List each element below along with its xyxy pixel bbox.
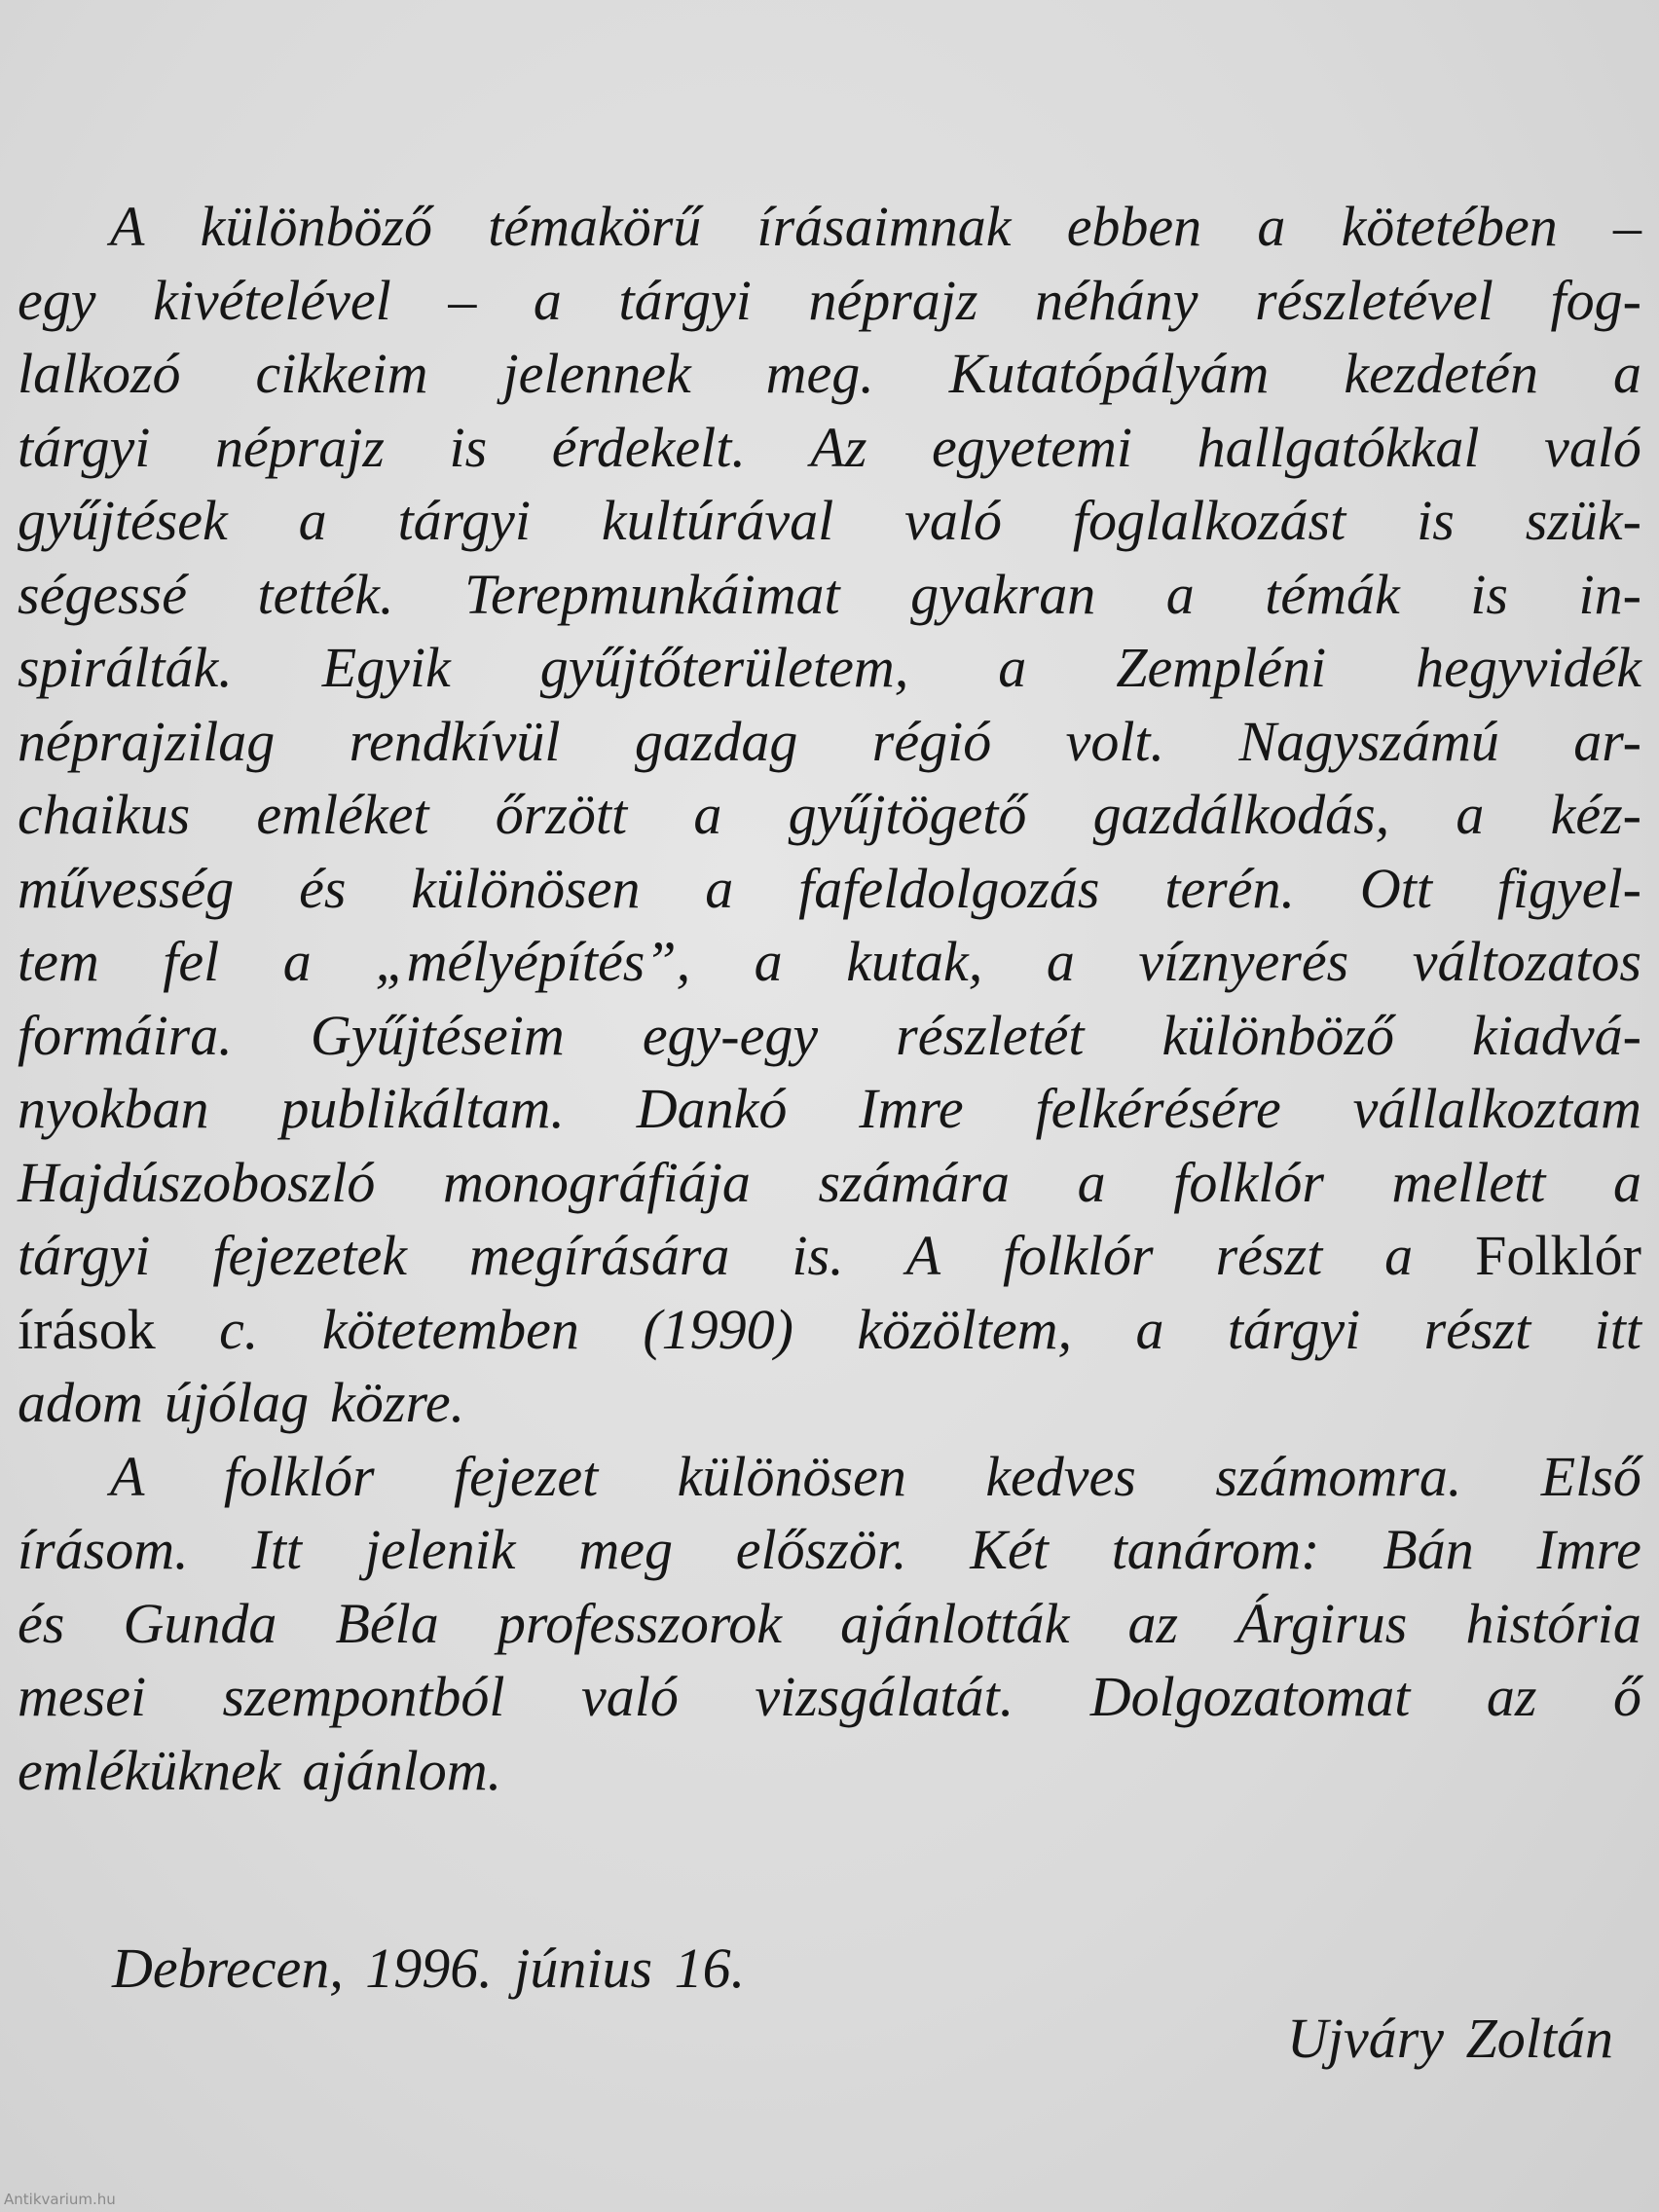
preface-text	[18, 190, 1641, 1807]
text-line: egy kivételével – a tárgyi néprajz néhány részletével fog-	[18, 268, 1641, 332]
text-line: tárgyi fejezetek megírására is. A folklór részt a Folklór	[18, 1224, 1641, 1287]
text-line: néprajzilag rendkívül gazdag régió volt. Nagyszámú ar-	[18, 709, 1641, 773]
text-line: tárgyi néprajz is érdekelt. Az egyetemi hallgatókkal való	[18, 415, 1641, 479]
text-line: A folklór fejezet különösen kedves számomra. Első	[110, 1444, 1641, 1508]
text-line: nyokban publikáltam. Dankó Imre felkérésére vállalkoztam	[18, 1077, 1641, 1140]
text-line: lalkozó cikkeim jelennek meg. Kutatópályám kezdetén a	[18, 342, 1641, 405]
text-line: írásom. Itt jelenik meg először. Két tanárom: Bán Imre	[18, 1518, 1641, 1581]
author-signature: Ujváry Zoltán	[1286, 2007, 1613, 2070]
text-line: Hajdúszoboszló monográfiája számára a folklór mellett a	[18, 1150, 1641, 1214]
text-line: emléküknek ajánlom.	[18, 1738, 502, 1802]
text-line: mesei szempontból való vizsgálatát. Dolgozatomat az ő	[18, 1665, 1641, 1728]
watermark: Antikvarium.hu	[4, 2191, 116, 2208]
text-line: és Gunda Béla professzorok ajánlották az Árgirus história	[18, 1591, 1641, 1655]
text-line: adom újólag közre.	[18, 1371, 465, 1434]
date-line: Debrecen, 1996. június 16.	[112, 1936, 746, 2000]
text-line: gyűjtések a tárgyi kultúrával való foglalkozást is szük-	[18, 489, 1641, 552]
text-line: ségessé tették. Terepmunkáimat gyakran a témák is in-	[18, 562, 1641, 626]
text-line: A különböző témakörű írásaimnak ebben a kötetében –	[110, 195, 1641, 258]
text-line: chaikus emléket őrzött a gyűjtögető gazdálkodás, a kéz-	[18, 783, 1641, 846]
text-line: tem fel a „mélyépítés”, a kutak, a víznyerés változatos	[18, 930, 1641, 993]
text-line: spirálták. Egyik gyűjtőterületem, a Zempléni hegyvidék	[18, 636, 1641, 699]
text-line: írások c. kötetemben (1990) közöltem, a tárgyi részt itt	[18, 1297, 1641, 1361]
text-line: művesség és különösen a fafeldolgozás terén. Ott figyel-	[18, 856, 1641, 920]
text-line: formáira. Gyűjtéseim egy-egy részletét különböző kiadvá-	[18, 1003, 1641, 1067]
